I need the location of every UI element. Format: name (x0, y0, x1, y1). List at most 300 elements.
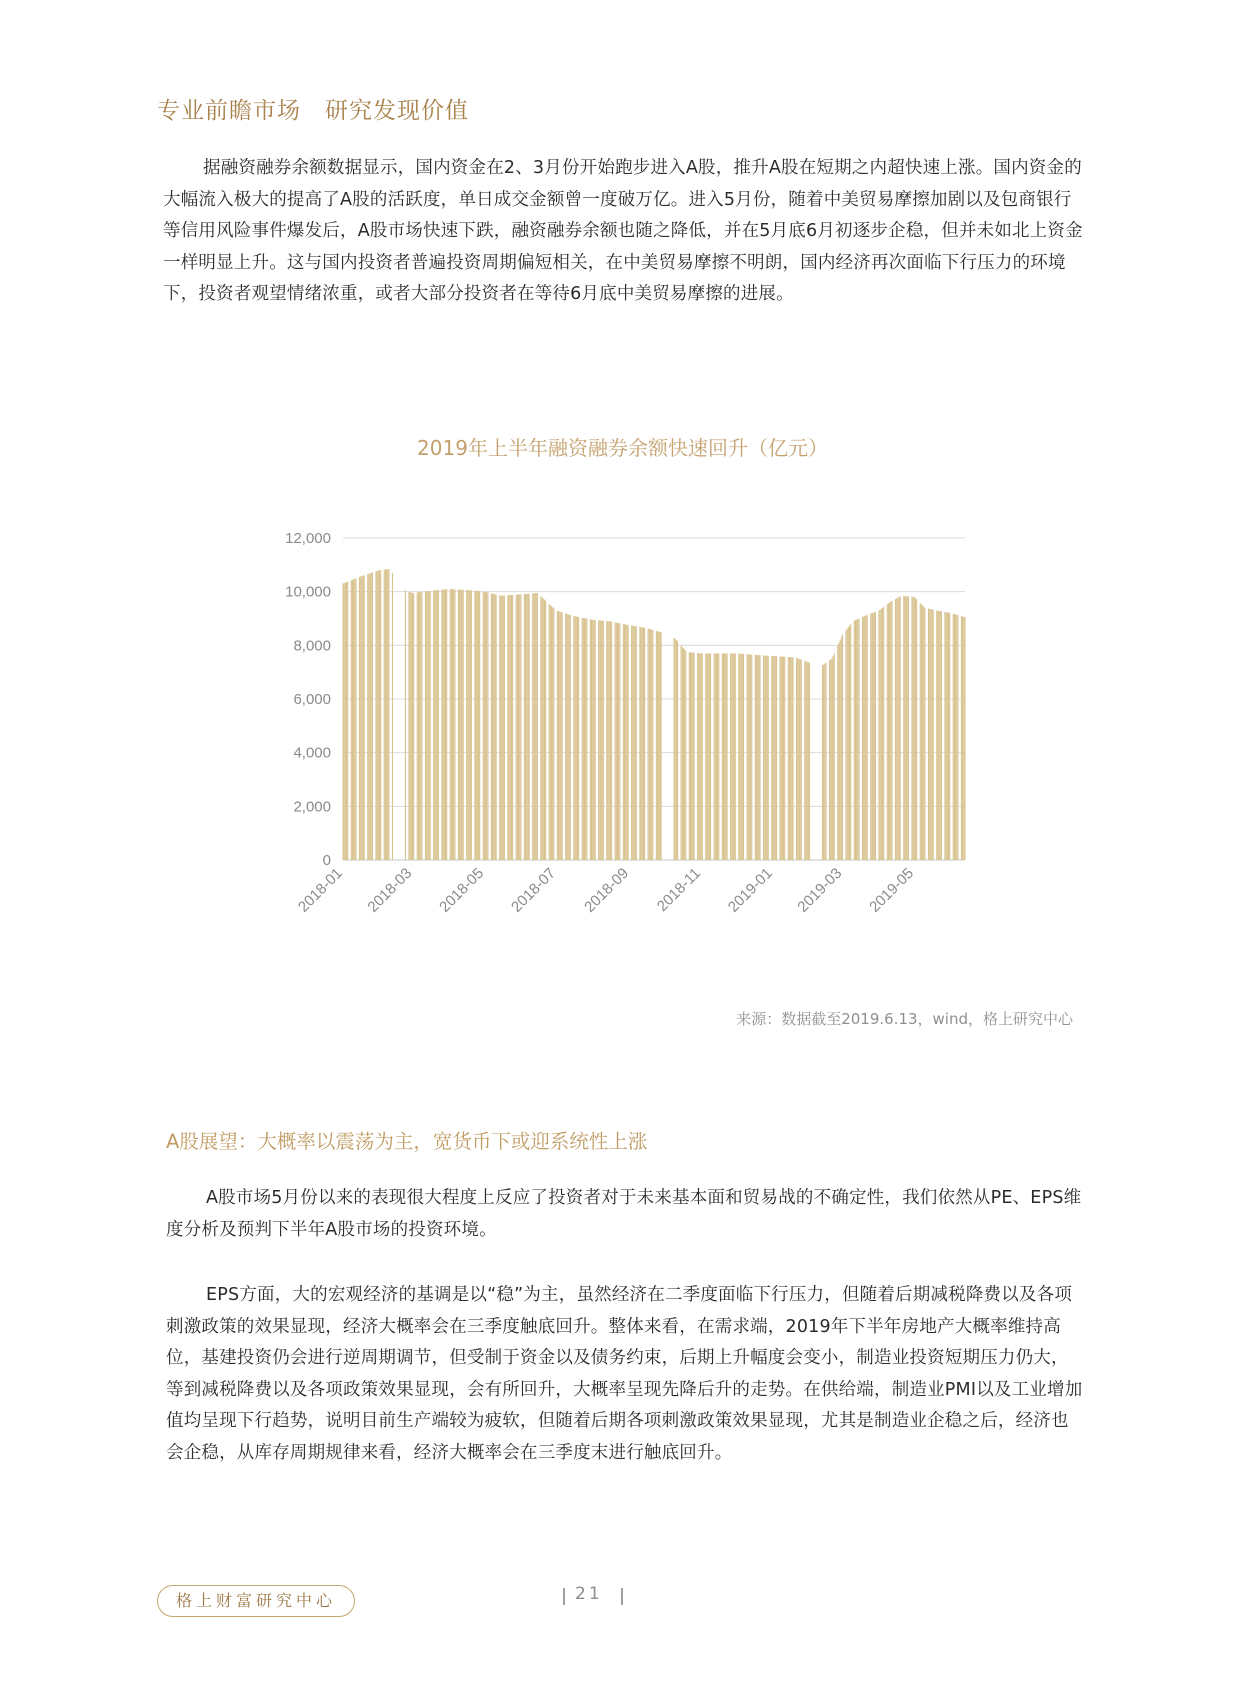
bar (525, 594, 526, 860)
paragraph-outlook: A股市场5月份以来的表现很大程度上反应了投资者对于未来基本面和贸易战的不确定性，我们依然从PE、EPS维度分析及预判下半年A股市场的投资环境。 (166, 1188, 1082, 1240)
bar (804, 661, 805, 860)
bar (584, 618, 585, 860)
paragraph-margin-financing: 据融资融券余额数据显示，国内资金在2、3月份开始跑步进入A股，推升A股在短期之内超快速上涨。国内资金的大幅流入极大的提高了A股的活跃度，单日成交金额曾一度破万亿。进入5月份，随着中美贸易摩擦加剧以及包商银行等信用风险事件爆发后，A股市场快速下跌，融资融券余额也随之降低，并在5月底6月初逐步企稳，但并未如北上资金一样明显上升。这与国内投资者普遍投资周期偏短相关，在中美贸易摩擦不明朗，国内经济再次面临下行压力的环境下，投资者观望情绪浓重，或者大部分投资者在等待6月底中美贸易摩擦的进展。 (163, 158, 1083, 304)
bar (898, 597, 899, 860)
bar (650, 629, 651, 860)
bar (863, 616, 864, 860)
bar (485, 592, 486, 860)
bar (865, 615, 866, 860)
bar (921, 604, 922, 860)
bar (791, 657, 792, 860)
bar (413, 593, 414, 860)
bar (467, 590, 468, 860)
bar (512, 595, 513, 860)
bar (956, 615, 957, 860)
bar (565, 614, 566, 860)
bar (550, 605, 551, 860)
bar (656, 631, 657, 860)
bar (617, 623, 618, 860)
bar (375, 571, 376, 860)
bar (837, 645, 838, 860)
bar (747, 654, 748, 860)
bar (643, 628, 644, 860)
chart-title: 2019年上半年融资融券余额快速回升（亿元） (417, 436, 828, 460)
bar (486, 592, 487, 860)
x-tick-label: 2018-11 (653, 864, 704, 915)
bar (764, 656, 765, 860)
y-tick-label: 4,000 (293, 744, 331, 762)
bar (479, 591, 480, 860)
bar (484, 592, 485, 860)
bar (388, 569, 389, 860)
bar (504, 595, 505, 860)
bar (385, 569, 386, 860)
bar (573, 616, 574, 860)
bar (776, 656, 777, 860)
bar (751, 655, 752, 860)
bar (342, 584, 343, 860)
bar (441, 590, 442, 860)
bar (807, 662, 808, 860)
bar (923, 607, 924, 860)
bar (494, 594, 495, 860)
bar (426, 591, 427, 860)
bar (576, 617, 577, 860)
bar (888, 603, 889, 860)
bar (421, 592, 422, 860)
bar (895, 599, 896, 860)
bar (880, 610, 881, 860)
bar (702, 653, 703, 860)
bar (739, 654, 740, 860)
bar (544, 600, 545, 860)
bar (738, 654, 739, 860)
bar (808, 662, 809, 860)
bar (750, 655, 751, 860)
bar (779, 656, 780, 860)
bar (697, 653, 698, 860)
bar (560, 612, 561, 860)
bar (609, 621, 610, 860)
bar (599, 620, 600, 860)
bar (501, 596, 502, 860)
bar (922, 605, 923, 860)
bar (963, 617, 964, 860)
bar (763, 655, 764, 860)
bar (450, 589, 451, 860)
bar (595, 620, 596, 860)
bar (529, 594, 530, 860)
bar (962, 616, 963, 860)
y-tick-label: 6,000 (293, 691, 331, 708)
bar (944, 612, 945, 860)
bar (430, 591, 431, 860)
bar (887, 604, 888, 860)
bar (784, 657, 785, 860)
bar (532, 593, 533, 860)
bar (788, 657, 789, 860)
bar (507, 595, 508, 860)
x-tick-label: 2019-03 (794, 864, 846, 916)
bar (867, 615, 868, 860)
bar (842, 635, 843, 860)
bar (715, 653, 716, 860)
bar (577, 617, 578, 860)
bar (756, 655, 757, 860)
bar (749, 654, 750, 860)
bar (470, 590, 471, 860)
bar (701, 653, 702, 860)
bar (392, 573, 393, 860)
bar (411, 593, 412, 860)
bar (699, 653, 700, 860)
bar (585, 618, 586, 860)
bar (889, 602, 890, 860)
bar (908, 596, 909, 860)
bar (344, 583, 345, 860)
bar (562, 612, 563, 860)
bar (361, 576, 362, 860)
bar (491, 593, 492, 860)
bar (929, 609, 930, 860)
bar (809, 663, 810, 860)
y-tick-label: 2,000 (293, 798, 331, 816)
bar (598, 620, 599, 860)
bar (346, 582, 347, 860)
bar (425, 591, 426, 860)
x-tick-label: 2018-01 (294, 864, 346, 916)
bar (619, 623, 620, 860)
bar (694, 653, 695, 860)
bar (768, 656, 769, 860)
page-divider-right (621, 1588, 623, 1605)
bar (370, 573, 371, 860)
x-tick-label: 2018-07 (508, 864, 560, 916)
bar (716, 653, 717, 860)
bar (725, 653, 726, 860)
bar (354, 579, 355, 860)
x-tick-label: 2018-09 (581, 864, 633, 916)
bar (453, 589, 454, 860)
bar (955, 614, 956, 860)
bar (903, 596, 904, 860)
bar (611, 622, 612, 860)
bar (949, 613, 950, 860)
bar (593, 620, 594, 860)
bar (873, 613, 874, 860)
bar (649, 629, 650, 860)
bar (954, 614, 955, 860)
bar (948, 613, 949, 860)
bar (483, 592, 484, 860)
bar (758, 655, 759, 860)
bar (792, 657, 793, 860)
bar (709, 653, 710, 860)
bar (536, 593, 537, 860)
bar (567, 614, 568, 860)
bar (682, 647, 683, 860)
bar (642, 627, 643, 860)
bar (378, 571, 379, 860)
bar (931, 609, 932, 860)
bar (689, 652, 690, 860)
bar (858, 619, 859, 861)
bar (906, 596, 907, 860)
bar (775, 656, 776, 860)
bar (553, 608, 554, 860)
bar (742, 654, 743, 860)
x-tick-label: 2018-05 (436, 864, 488, 916)
bar (789, 657, 790, 860)
bar (708, 653, 709, 860)
paragraph-eps: EPS方面，大的宏观经济的基调是以“稳”为主，虽然经济在二季度面临下行压力，但随着后期减税降费以及各项刺激政策的效果显现，经济大概率会在三季度触底回升。整体来看，在需求端，2019年下半年房地产大概率维持高位，基建投资仍会进行逆周期调节，但受制于资金以及债务约束，后期上升幅度会变小，制造业投资短期压力仍大，等到减税降费以及各项政策效果显现，会有所回升，大概率呈现先降后升的走势。在供给端，制造业PMI以及工业增加值均呈现下行趋势，说明目前生产端较为疲软，但随着后期各项刺激政策效果显现，尤其是制造业企稳之后，经济也会企稳，从库存周期规律来看，经济大概率会在三季度末进行触底回升。 (166, 1285, 1083, 1463)
bar (412, 593, 413, 860)
bar (600, 621, 601, 860)
bar (743, 654, 744, 860)
bar (633, 626, 634, 860)
bar (510, 595, 511, 860)
bar (635, 626, 636, 860)
bar (911, 597, 912, 860)
bar (524, 594, 525, 860)
bar (855, 620, 856, 860)
bar (900, 596, 901, 860)
bar (681, 645, 682, 860)
bar (862, 617, 863, 860)
bar (355, 578, 356, 860)
bar (673, 638, 674, 860)
bar (924, 608, 925, 860)
bar (503, 596, 504, 860)
bar (644, 628, 645, 860)
bar (575, 616, 576, 860)
bar (463, 590, 464, 860)
bar (438, 590, 439, 860)
bar (559, 612, 560, 860)
bar (946, 612, 947, 860)
bar (714, 653, 715, 860)
bar (551, 606, 552, 860)
bar (933, 610, 934, 860)
bar (558, 611, 559, 860)
bar (540, 596, 541, 860)
bar (840, 640, 841, 860)
bar (592, 620, 593, 860)
bar (805, 661, 806, 860)
bar (347, 582, 348, 860)
bar (610, 621, 611, 860)
bar (928, 609, 929, 860)
bar (444, 589, 445, 860)
bar (651, 630, 652, 860)
bar (606, 621, 607, 860)
bar (841, 637, 842, 860)
bar (428, 591, 429, 860)
bar (590, 619, 591, 860)
bar (496, 595, 497, 860)
bar (405, 590, 406, 860)
bar (545, 601, 546, 860)
bar (408, 592, 409, 860)
footer-badge: 格上财富研究中心 (157, 1585, 355, 1617)
bar (537, 593, 538, 860)
bar (849, 626, 850, 860)
bar (771, 656, 772, 860)
bar (459, 590, 460, 860)
bar (542, 597, 543, 860)
bar (801, 660, 802, 860)
bar (640, 627, 641, 860)
bar (937, 611, 938, 860)
bar (557, 611, 558, 860)
bar (468, 590, 469, 860)
bar (362, 576, 363, 860)
bar (454, 589, 455, 860)
bar (939, 611, 940, 860)
bar (883, 607, 884, 860)
bar (639, 627, 640, 860)
bar (936, 610, 937, 860)
bar (616, 623, 617, 860)
bar (543, 598, 544, 860)
bar (427, 591, 428, 860)
bar (783, 657, 784, 860)
bar (452, 589, 453, 860)
bar (624, 624, 625, 860)
bar (848, 627, 849, 860)
bar (731, 653, 732, 860)
bar (881, 609, 882, 860)
bar (534, 593, 535, 860)
bar (493, 594, 494, 860)
bar (549, 604, 550, 860)
bar (625, 624, 626, 860)
bar (446, 589, 447, 860)
bar (765, 656, 766, 860)
bar (458, 590, 459, 860)
bar (628, 625, 629, 860)
bar (891, 601, 892, 860)
bar (351, 580, 352, 860)
bar (384, 570, 385, 860)
bar (379, 570, 380, 860)
bar (527, 594, 528, 860)
bar (578, 617, 579, 860)
x-tick-label: 2019-05 (866, 864, 918, 916)
bar (800, 659, 801, 860)
page-header-title: 专业前瞻市场 研究发现价值 (157, 98, 469, 124)
bar (857, 619, 858, 860)
bar (583, 618, 584, 860)
bar (511, 595, 512, 860)
bar (368, 574, 369, 860)
bar (856, 620, 857, 860)
bar (964, 617, 965, 860)
bar (652, 630, 653, 860)
bar (566, 614, 567, 860)
bar (833, 656, 834, 860)
bar (631, 626, 632, 860)
bar (364, 575, 365, 860)
bar (591, 620, 592, 860)
bar (691, 652, 692, 860)
bar (466, 590, 467, 860)
y-tick-label: 12,000 (285, 530, 331, 547)
bar (871, 613, 872, 860)
margin-balance-chart (260, 520, 980, 920)
bar (518, 595, 519, 860)
bar (684, 649, 685, 860)
bar (781, 657, 782, 860)
bar (387, 569, 388, 860)
bar (724, 653, 725, 860)
bar (734, 653, 735, 860)
bar (824, 664, 825, 860)
bar (569, 615, 570, 860)
bar (461, 590, 462, 860)
page-number: 21 (575, 1584, 603, 1604)
bar (847, 629, 848, 860)
bar (386, 569, 387, 860)
bar (443, 590, 444, 860)
bar (623, 624, 624, 860)
bar (648, 629, 649, 860)
bar (526, 594, 527, 860)
x-tick-label: 2018-03 (364, 864, 416, 916)
bar (698, 653, 699, 860)
bar (445, 589, 446, 860)
bar (882, 608, 883, 860)
bar (492, 594, 493, 860)
bar (920, 603, 921, 860)
bar (658, 632, 659, 860)
bar (410, 592, 411, 860)
bar (930, 609, 931, 860)
bar (916, 599, 917, 860)
bar (419, 592, 420, 860)
bar (533, 593, 534, 860)
bar (915, 598, 916, 860)
bar (372, 573, 373, 860)
bar (870, 614, 871, 860)
bar (692, 653, 693, 860)
page-divider-left (563, 1588, 565, 1605)
bar (675, 639, 676, 860)
bar (953, 614, 954, 860)
bar (723, 653, 724, 860)
bar (838, 643, 839, 860)
chart-source-note: 来源：数据截至2019.6.13，wind，格上研究中心 (736, 1010, 1073, 1028)
bar (509, 595, 510, 860)
bar (632, 626, 633, 860)
bar (830, 660, 831, 860)
bar (825, 663, 826, 860)
bar (722, 653, 723, 860)
bar (767, 656, 768, 860)
section-heading: A股展望：大概率以震荡为主，宽货币下或迎系统性上涨 (166, 1130, 648, 1153)
bar (477, 591, 478, 860)
bar (437, 590, 438, 860)
bar (706, 653, 707, 860)
bar (360, 577, 361, 860)
bar (377, 571, 378, 860)
bar (940, 611, 941, 860)
bar (602, 621, 603, 860)
bar (657, 631, 658, 860)
bar (636, 626, 637, 860)
bar (517, 595, 518, 860)
bar (854, 621, 855, 860)
